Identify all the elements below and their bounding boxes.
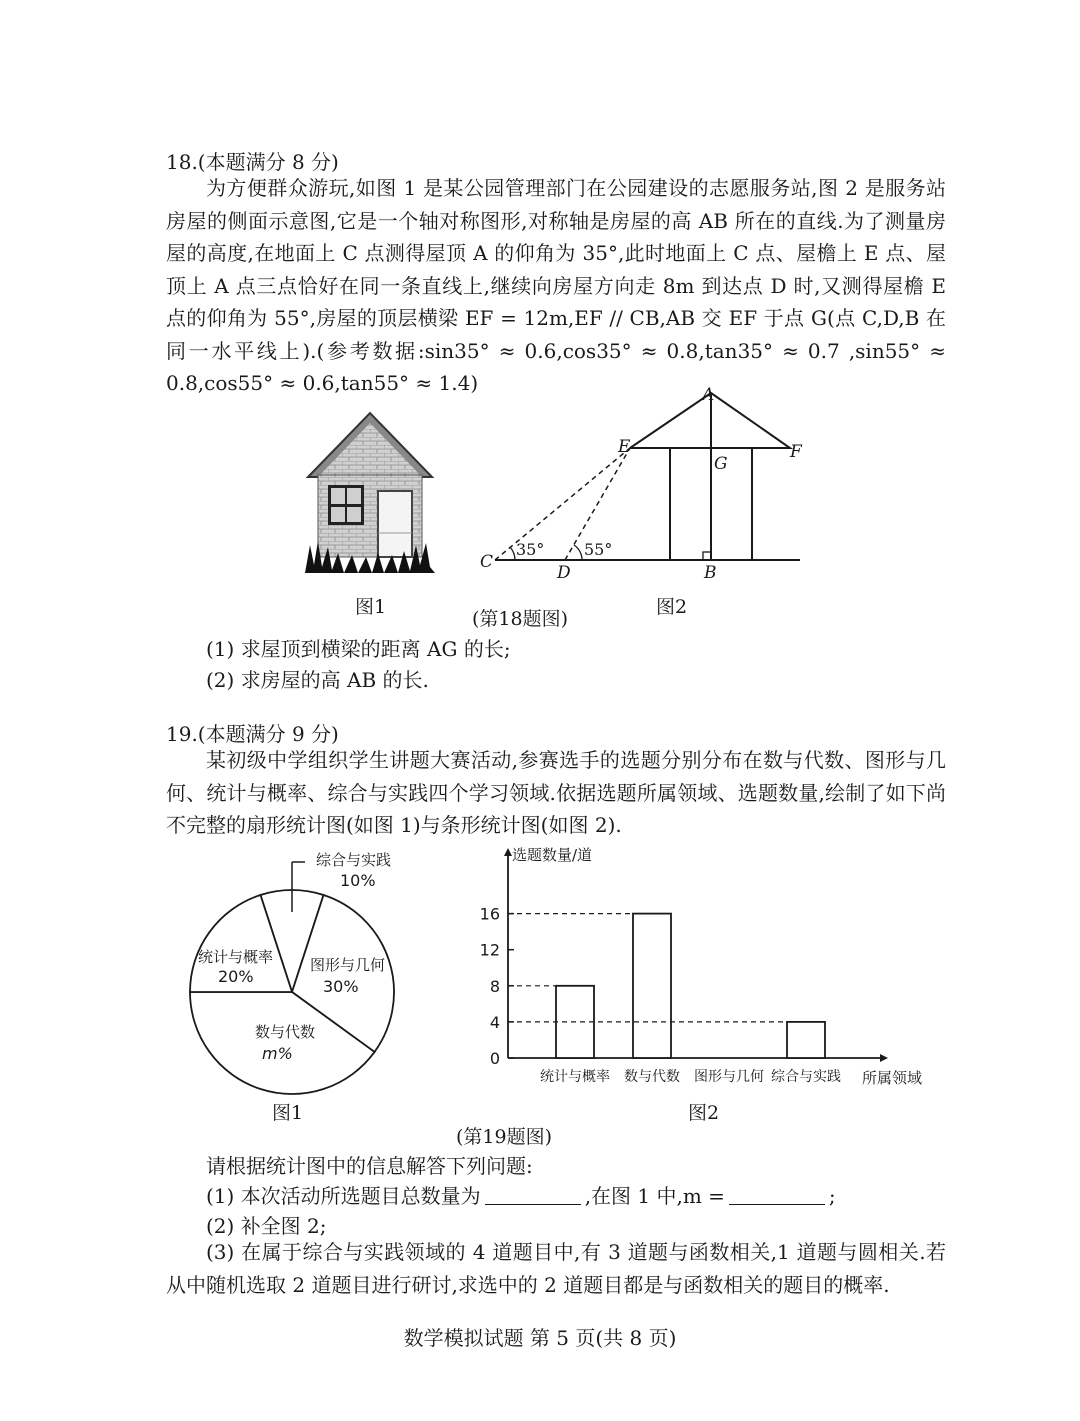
label-b: B	[704, 563, 717, 583]
geometry-diagram	[470, 380, 810, 585]
q18-fig1-caption: 图1	[355, 596, 387, 618]
y-tick-label-0: 0	[489, 1049, 500, 1068]
q19-sub1	[206, 1180, 836, 1209]
q19-body-text: 某初级中学组织学生讲题大赛活动,参赛选手的选题分别分布在数与代数、图形与几何、统计与概率、综合与实践四个学习领域.依据选题所属领域、选题数量,绘制了如下尚不完整的扇形统计图(如图 1)与条形统计图(如图 2).	[166, 748, 946, 837]
pie-value-algebra: m%	[262, 1044, 293, 1063]
angle-c-label: 35°	[516, 540, 545, 559]
pie-label-algebra: 数与代数	[255, 1023, 316, 1041]
x-axis-arrow	[880, 1054, 888, 1062]
label-d: D	[557, 563, 571, 583]
q19-sub3: (3) 在属于综合与实践领域的 4 道题目中,有 3 道题与函数相关,1 道题与圆相关.若从中随机选取 2 道题目进行研讨,求选中的 2 道题目都是与函数相关的题目的概率.	[166, 1240, 946, 1297]
q19-fig1-caption: 图1	[272, 1102, 304, 1124]
pie-slices	[190, 890, 394, 1094]
q19-body	[166, 744, 946, 842]
q18-sub2: (2) 求房屋的高 AB 的长.	[206, 668, 429, 692]
y-tick-label-2: 8	[489, 976, 500, 996]
pie-value-geometry: 30%	[323, 977, 359, 996]
bar-category-label-1: 数与代数	[624, 1069, 680, 1085]
house-illustration	[300, 405, 440, 580]
label-e: E	[618, 437, 631, 457]
label-a: A	[702, 385, 715, 405]
q19-sub2: (2) 补全图 2;	[206, 1214, 327, 1238]
pie-chart	[180, 840, 420, 1110]
y-tick-label-1: 4	[489, 1012, 500, 1032]
pie-value-statistics: 20%	[218, 967, 254, 986]
q18-fig2-caption: 图2	[656, 596, 688, 618]
q19-sub1-part-a: (1) 本次活动所选题目总数量为	[206, 1184, 481, 1208]
y-tick-label-3: 12	[479, 940, 500, 960]
q18-sub1: (1) 求屋顶到横梁的距离 AG 的长;	[206, 637, 511, 661]
label-c: C	[480, 552, 494, 572]
q18-figure-caption: (第18题图)	[472, 608, 569, 630]
page-footer: 数学模拟试题 第 5 页(共 8 页)	[403, 1326, 677, 1350]
y-axis-arrow	[504, 848, 512, 856]
q19-sub1-part-b: ,在图 1 中,m =	[584, 1184, 725, 1208]
bar-3	[787, 1022, 825, 1058]
pie-label-geometry: 图形与几何	[310, 956, 386, 974]
q19-sub3-block	[166, 1236, 946, 1301]
q19-figure-caption: (第19题图)	[456, 1126, 553, 1148]
angle-d-label: 55°	[584, 540, 613, 559]
q19-sub1-part-c: ;	[828, 1184, 836, 1208]
bar-y-axis-label: 选题数量/道	[512, 846, 593, 864]
bar-category-label-2: 图形与几何	[694, 1069, 764, 1085]
q19-header: 19.(本题满分 9 分)	[166, 722, 339, 746]
label-g: G	[714, 454, 728, 474]
bar-category-label-3: 综合与实践	[771, 1069, 841, 1085]
bar-x-axis-label: 所属领域	[862, 1069, 923, 1087]
pie-value-practice: 10%	[340, 871, 376, 890]
label-f: F	[790, 442, 802, 462]
q18-body	[166, 172, 946, 400]
bar-chart	[470, 840, 940, 1090]
y-tick-label-4: 16	[479, 904, 500, 924]
bar-categories	[540, 1068, 841, 1085]
q19-fig2-caption: 图2	[688, 1102, 720, 1124]
bar-category-label-0: 统计与概率	[540, 1069, 610, 1085]
bar-1	[633, 914, 671, 1058]
q19-prompt: 请根据统计图中的信息解答下列问题:	[206, 1154, 533, 1178]
q18-body-text: 为方便群众游玩,如图 1 是某公园管理部门在公园建设的志愿服务站,图 2 是服务站房屋的侧面示意图,它是一个轴对称图形,对称轴是房屋的高 AB 所在的直线.为了测量房屋的高度,在地面上 C 点测得屋顶 A 的仰角为 35°,此时地面上 C 点、屋檐上 E 点、屋顶上 A 点三点恰好在同一条直线上,继续向房屋方向走 8m 到达点 D 时,又测得屋檐 E 点的仰角为 55°,房屋的顶层横梁 EF = 12m,EF // CB,AB 交 EF 于点 G(点 C,D,B 在同一水平线上).(参考数据:sin35° ≈ 0.6,cos35° ≈ 0.8,tan35° ≈ 0.7 ,sin55° ≈ 0.8,cos55° ≈ 0.6,tan55° ≈ 1.4)	[166, 176, 946, 395]
answer-blank-total[interactable]	[485, 1184, 581, 1205]
q18-header: 18.(本题满分 8 分)	[166, 150, 339, 174]
answer-blank-m[interactable]	[729, 1184, 825, 1205]
pie-label-statistics: 统计与概率	[198, 948, 274, 966]
pie-label-practice: 综合与实践	[316, 851, 392, 869]
bar-marks	[508, 914, 825, 1058]
